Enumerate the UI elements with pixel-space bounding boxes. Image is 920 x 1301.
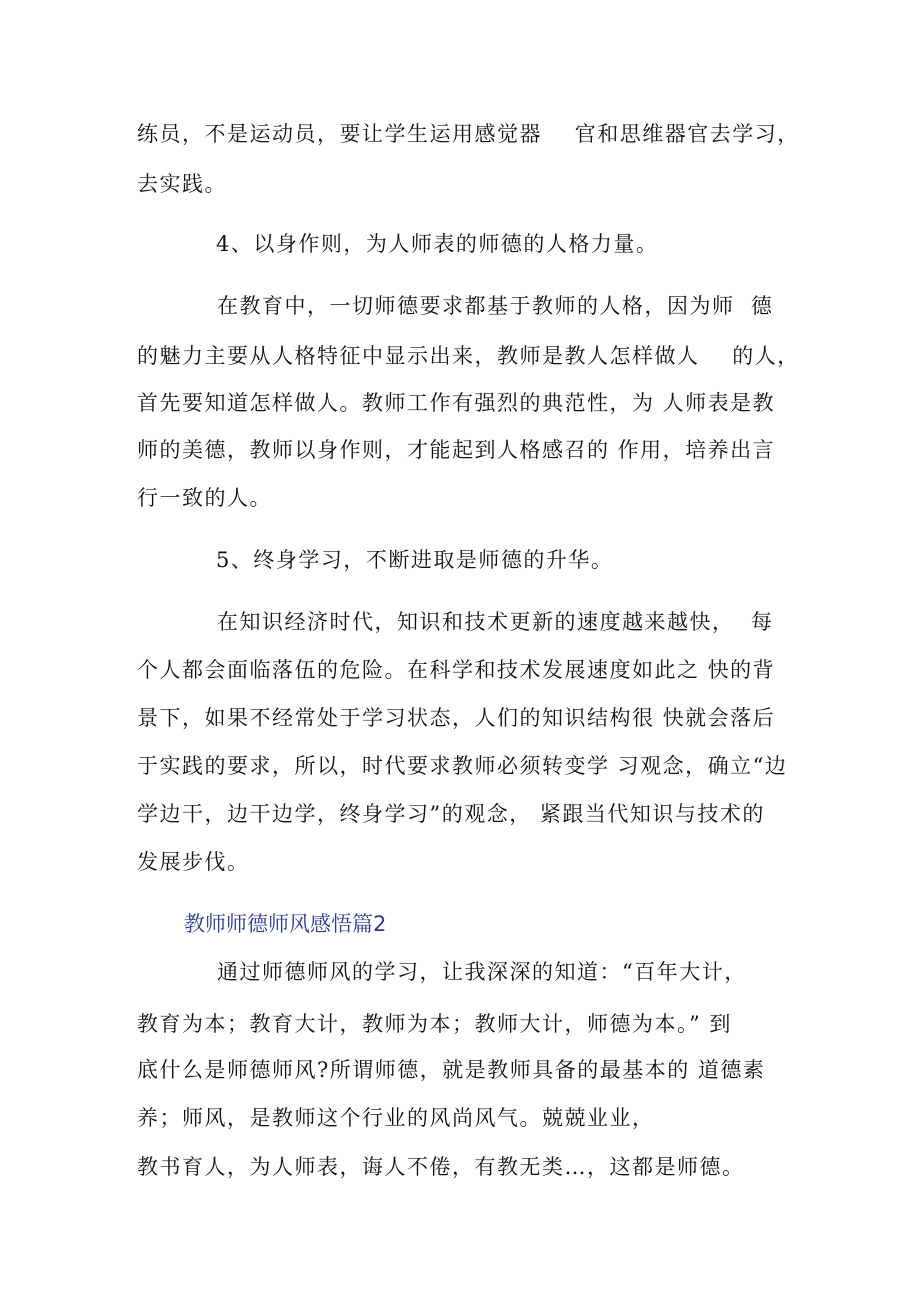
paragraph-line: 在知识经济时代，知识和技术更新的速度越来越快， 每 <box>217 610 774 634</box>
paragraph-line: 发展步伐。 <box>137 850 250 874</box>
paragraph-line: 于实践的要求，所以，时代要求教师必须转变学 习观念，确立“边 <box>137 754 788 778</box>
paragraph-line: 景下，如果不经常处于学习状态，人们的知识结构很 快就会落后 <box>137 706 776 730</box>
paragraph-line: 师的美德，教师以身作则，才能起到人格感召的 作用，培养出言 <box>137 438 776 462</box>
paragraph-line: 练员，不是运动员，要让学生运用感觉器 官和思维器官去学习， <box>137 122 800 146</box>
paragraph-line: 的魅力主要从人格特征中显示出来，教师是教人怎样做人 的人， <box>137 344 800 368</box>
paragraph-line: 通过师德师风的学习，让我深深的知道：“百年大计， <box>217 960 747 984</box>
paragraph-line: 个人都会面临落伍的危险。在科学和技术发展速度如此之 快的背 <box>137 658 776 682</box>
paragraph-line: 行一致的人。 <box>137 486 272 510</box>
paragraph-line: 养；师风，是教师这个行业的风尚风气。兢兢业业， <box>137 1106 655 1130</box>
section-title: 教师师德师风感悟篇2 <box>184 912 387 936</box>
paragraph-line: 在教育中，一切师德要求都基于教师的人格，因为师 德 <box>217 294 774 318</box>
paragraph-line: 去实践。 <box>137 172 227 196</box>
list-heading: 4、以身作则，为人师表的师德的人格力量。 <box>216 232 659 256</box>
paragraph-line: 底什么是师德师风?所谓师德，就是教师具备的最基本的 道德素 <box>137 1058 766 1082</box>
paragraph-line: 教育为本；教育大计，教师为本；教师大计，师德为本。” 到 <box>137 1012 732 1036</box>
paragraph-line: 首先要知道怎样做人。教师工作有强烈的典范性，为 人师表是教 <box>137 391 776 415</box>
paragraph-line: 学边干，边干边学，终身学习”的观念， 紧跟当代知识与技术的 <box>137 802 765 826</box>
paragraph-line: 教书育人，为人师表，诲人不倦，有教无类…，这都是师德。 <box>137 1155 745 1179</box>
list-heading: 5、终身学习，不断进取是师德的升华。 <box>216 548 614 572</box>
